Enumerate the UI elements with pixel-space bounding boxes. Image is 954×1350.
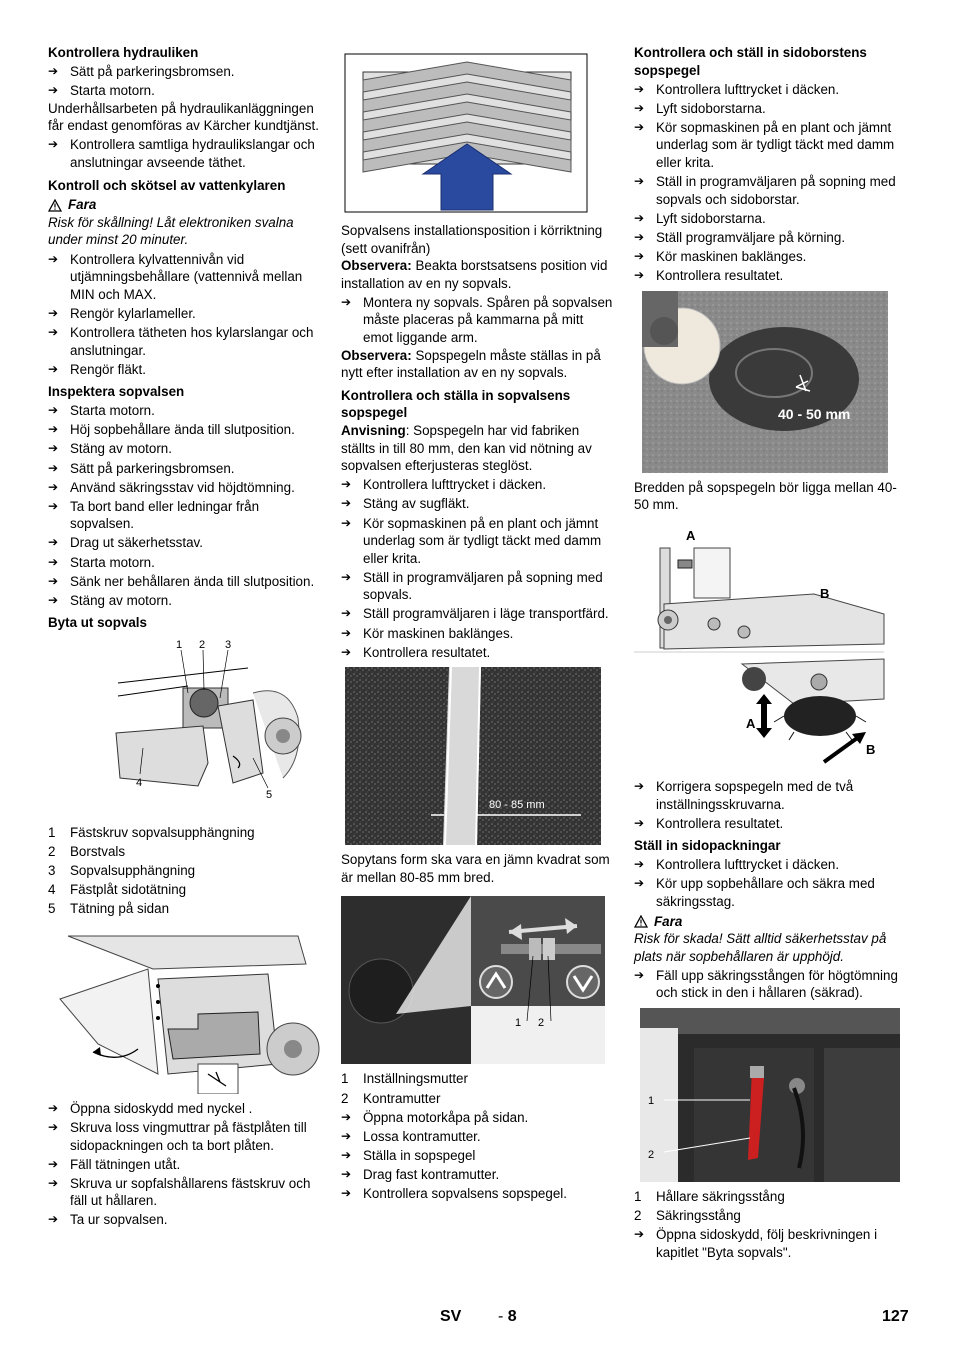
step: ➔ Kontrollera lufttrycket i däcken. [341,476,615,494]
dimension-label: 40 - 50 mm [778,405,851,422]
footer-local-page: - 8 [498,1308,517,1325]
kylare-steps [48,251,320,379]
observera-2: Observera: Sopspegeln måste ställas in på nytt efter installation av en ny sopvals. [341,347,601,381]
step: ➔ Kontrollera lufttrycket i däcken. [634,856,909,874]
label-b-bottom: B [866,741,876,757]
hydraulik-steps [48,63,320,100]
hydraulik-text: Underhållsarbeten på hydraulikanläggningen får endast genomföras av Kärcher kundtjänst. [48,100,319,134]
step: ➔ Kontrollera sopvalsens sopspegel. [341,1185,615,1203]
step: ➔ Lossa kontramutter. [341,1128,615,1146]
step: ➔ Rengör kylarlameller. [48,305,320,323]
step: ➔ Lyft sidoborstarna. [634,100,909,118]
step: ➔ Rengör fläkt. [48,361,320,379]
danger-label: Fara [654,913,683,929]
label-a-top: A [686,527,696,543]
callout-1: 1 [648,1095,655,1108]
step: ➔ Kontrollera tätheten hos kylarslangar och anslutningar. [48,324,320,359]
step: ➔ Kontrollera lufttrycket i däcken. [634,81,909,99]
warning-triangle-icon [634,915,648,928]
heading-vattenkylaren: Kontroll och skötsel av vattenkylaren [48,177,286,193]
step: ➔ Korrigera sopspegeln med de två inställningsskruvarna. [634,778,909,813]
figure-side-brush-adjust [634,524,909,772]
figure-side-seal [48,924,320,1094]
warning-triangle-icon [48,199,62,212]
heading-hydraulik: Kontrollera hydrauliken [48,45,199,60]
step: ➔ Kontrollera kylvattennivån vid utjämningsbehållare (vattennivå mellan MIN och MAX. [48,251,320,304]
step: ➔ Kör maskinen baklänges. [634,248,909,266]
step: ➔ Sätt på parkeringsbromsen. [48,460,320,478]
side-seal-drawing [48,924,320,1094]
photo-safety-rod [634,1008,909,1182]
step: ➔ Använd säkringsstav vid höjdtömning. [48,479,320,497]
step: ➔ Öppna motorkåpa på sidan. [341,1109,615,1127]
callout-1: 1 [176,638,183,651]
step: ➔ Kontrollera resultatet. [634,815,909,833]
callout-2: 2 [538,1017,545,1030]
step: ➔ Fäll tätningen utåt. [48,1156,320,1174]
callout-2: 2 [199,638,206,651]
observera-1: Observera: Beakta borstsatsens position vid installation av en ny sopvals. [341,258,608,291]
step: ➔ Kör maskinen baklänges. [341,625,615,643]
dimension-label: 80 - 85 mm [489,799,545,812]
callout-3: 3 [225,638,232,651]
step: ➔ Drag ut säkerhetsstav. [48,534,320,552]
callout-2: 2 [648,1149,655,1162]
sopspegel-steps [341,476,615,661]
step: ➔ Starta motorn. [48,402,320,420]
installation-caption: Sopvalsens installationsposition i körriktning (sett ovanifrån) [341,223,603,256]
step: ➔ Höj sopbehållare ända till slutposition. [48,421,320,439]
legend-item: 1 Fästskruv sopvalsupphängning [48,824,255,840]
step: ➔ Skruva loss vingmuttrar på fästplåten till sidopackningen och ta bort plåten. [48,1119,320,1154]
side-brush-adjust-drawing [634,524,890,772]
adjust-nuts-photo [341,896,605,1064]
legend-nuts [341,1070,615,1107]
label-b-top: B [820,585,830,601]
figure-sopvals-parts [48,638,320,818]
footer-language: SV [440,1308,462,1325]
legend-safety-rod [634,1188,909,1225]
hydraulik-steps-2 [48,136,320,171]
safety-rod-photo [634,1008,900,1182]
step: ➔ Stäng av motorn. [48,440,320,458]
danger-text: Risk för skada! Sätt alltid säkerhetsstav på plats när sopbehållaren är upphöjd. [634,931,887,964]
legend-item: 4 Fästplåt sidotätning [48,882,187,898]
sakring-steps [634,967,909,1002]
legend-item: 1 Hållare säkringsstång [634,1189,785,1205]
step: ➔ Kör sopmaskinen på en plant och jämnt underlag som är tydligt täckt med damm eller krita. [341,515,615,568]
step: ➔ Kör upp sopbehållare och säkra med säkringsstag. [634,875,909,910]
danger-text: Risk för skållning! Låt elektroniken svalna under minst 20 minuter. [48,214,294,248]
column-left [48,44,320,1229]
step: ➔ Ställ programväljare på körning. [634,229,909,247]
callout-4: 4 [136,776,143,789]
step: ➔ Sänk ner behållaren ända till slutposition. [48,573,320,591]
heading-sidopackningar: Ställ in sidopackningar [634,838,781,854]
step: ➔ Ställ in programväljaren på sopning med sopvals. [341,569,615,604]
step: ➔ Ställ in programväljaren på sopning med sopvals och sidoborstar. [634,173,909,208]
column-right [634,44,909,1261]
byta-steps [48,1100,320,1229]
installation-position-drawing [341,52,591,216]
legend-sopvals [48,824,320,918]
danger-notice [48,196,320,214]
step: ➔ Kontrollera resultatet. [341,644,615,662]
step: ➔ Skruva ur sopfalshållarens fästskruv och fäll ut hållaren. [48,1175,320,1210]
sidopack-steps [634,856,909,910]
legend-item: 5 Tätning på sidan [48,901,170,917]
sopspegel-photo [341,667,601,845]
step: ➔ Ställ programväljaren i läge transportfärd. [341,605,615,623]
legend-item: 2 Säkringsstång [634,1208,741,1224]
step: ➔ Öppna sidoskydd, följ beskrivningen i kapitlet "Byta sopvals". [634,1226,909,1261]
legend-item: 2 Kontramutter [341,1090,441,1106]
mutter-steps [341,1109,615,1203]
figure-installation-position [341,52,615,216]
photo-adjust-nuts [341,896,615,1064]
step: ➔ Fäll upp säkringsstången för högtömning och stick in den i hållaren (säkrad). [634,967,909,1002]
step: ➔ Öppna sidoskydd med nyckel . [48,1100,320,1118]
photo-sopspegel-80mm [341,667,615,845]
photo-side-brush [634,291,909,473]
step: ➔ Stäng av motorn. [48,592,320,610]
step: ➔ Drag fast kontramutter. [341,1166,615,1184]
heading-sopspegel: Kontrollera och ställa in sopvalsens sopspegel [341,387,571,421]
montera-steps [341,294,615,347]
side-brush-caption: Bredden på sopspegeln bör ligga mellan 40-50 mm. [634,479,897,513]
step: ➔ Sätt på parkeringsbromsen. [48,63,320,81]
danger-label: Fara [68,197,97,213]
sopspegel-caption: Sopytans form ska vara en jämn kvadrat som är mellan 80-85 mm bred. [341,852,610,885]
inspektera-steps [48,402,320,609]
callout-5: 5 [266,788,273,801]
step: ➔ Ta ur sopvalsen. [48,1211,320,1229]
step: ➔ Ställa in sopspegel [341,1147,615,1165]
step: ➔ Stäng av sugfläkt. [341,495,615,513]
footer-page-number: 127 [882,1308,909,1325]
side-brush-photo [634,291,890,473]
sidoborste-steps [634,81,909,285]
danger-notice [634,913,909,931]
legend-item: 3 Sopvalsupphängning [48,863,196,879]
step: ➔ Kontrollera samtliga hydraulikslangar och anslutningar avseende täthet. [48,136,320,171]
label-a-bottom: A [746,715,756,731]
column-middle [341,44,615,1203]
korrigera-steps [634,778,909,832]
final-steps [634,1226,909,1261]
callout-1: 1 [515,1017,522,1030]
legend-item: 1 Inställningsmutter [341,1071,468,1087]
legend-item: 2 Borstvals [48,844,126,859]
anvisning: Anvisning: Sopspegeln har vid fabriken ställts in till 80 mm, den kan vid nötning av sopvalsen efterjusteras steglöst. [341,423,592,474]
step: ➔ Starta motorn. [48,554,320,572]
step: ➔ Kör sopmaskinen på en plant och jämnt underlag som är tydligt täckt med damm eller krita. [634,119,909,172]
sopvals-parts-drawing [48,638,320,818]
step: ➔ Lyft sidoborstarna. [634,210,909,228]
step: ➔ Montera ny sopvals. Spåren på sopvalsen måste placeras på kammarna på mitt emot liggande arm. [341,294,615,347]
heading-inspektera: Inspektera sopvalsen [48,384,185,400]
step: ➔ Ta bort band eller ledningar från sopvalsen. [48,498,320,533]
step: ➔ Kontrollera resultatet. [634,267,909,285]
heading-sidoborste: Kontrollera och ställ in sidoborstens sopspegel [634,45,867,78]
heading-byta-sopvals: Byta ut sopvals [48,615,147,631]
step: ➔ Starta motorn. [48,82,320,100]
